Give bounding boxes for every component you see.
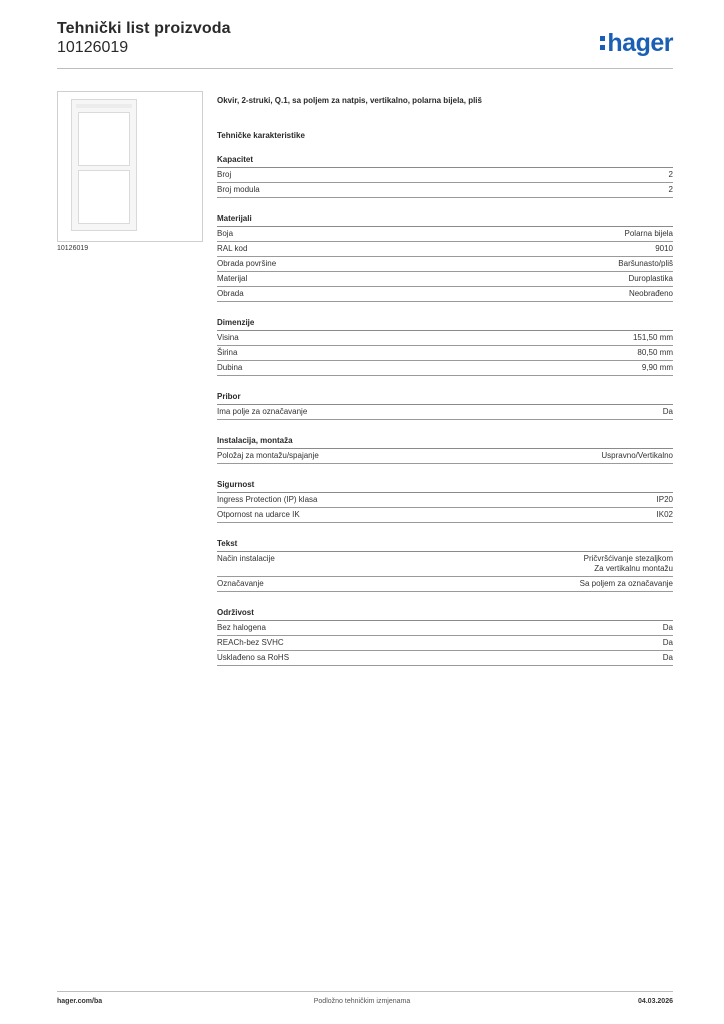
label-strip	[76, 104, 132, 108]
spec-row	[217, 552, 673, 577]
spec-value-line: Za vertikalnu montažu	[594, 564, 673, 573]
product-image-caption: 10126019	[57, 245, 89, 252]
spec-group	[217, 318, 673, 376]
spec-label: Bez halogena	[217, 623, 266, 632]
spec-value-line: Duroplastika	[628, 274, 673, 283]
frame-opening-bottom	[78, 170, 130, 224]
spec-row	[217, 346, 673, 361]
spec-groups	[217, 155, 673, 666]
spec-value-line: Sa poljem za označavanje	[579, 579, 673, 588]
spec-value-line: 80,50 mm	[637, 348, 673, 357]
spec-value-line: Da	[662, 623, 673, 632]
spec-row	[217, 651, 673, 666]
spec-group	[217, 214, 673, 302]
spec-value-line: 9010	[655, 244, 673, 253]
page-header	[57, 20, 673, 68]
spec-value	[669, 170, 673, 180]
spec-group-title: Sigurnost	[217, 480, 673, 493]
spec-row	[217, 257, 673, 272]
spec-label: Obrada	[217, 289, 244, 298]
spec-value	[618, 259, 673, 269]
spec-value-line: Da	[662, 653, 673, 662]
document-number: 10126019	[57, 39, 129, 56]
spec-value-line: Neobrađeno	[628, 289, 673, 298]
spec-value-line: 9,90 mm	[641, 363, 673, 372]
footer-website: hager.com/ba	[57, 998, 103, 1005]
spec-value	[633, 333, 673, 343]
spec-row	[217, 227, 673, 242]
logo-dots-icon	[600, 36, 605, 50]
spec-value-line: 2	[668, 170, 673, 179]
spec-row	[217, 272, 673, 287]
spec-value	[629, 274, 673, 284]
spec-group-title: Pribor	[217, 392, 673, 405]
spec-row	[217, 168, 673, 183]
spec-group	[217, 480, 673, 523]
spec-row	[217, 636, 673, 651]
spec-row	[217, 508, 673, 523]
spec-group-title: Tekst	[217, 539, 673, 552]
spec-label: Ima polje za označavanje	[217, 407, 308, 416]
spec-value	[625, 229, 673, 239]
spec-value	[629, 289, 673, 299]
spec-value-line: IP20	[656, 495, 673, 504]
spec-row	[217, 331, 673, 346]
spec-value	[663, 623, 673, 633]
header-divider	[57, 68, 673, 69]
document-title: Tehnički list proizvoda	[57, 20, 231, 37]
spec-row	[217, 405, 673, 420]
spec-value-line: 2	[668, 185, 673, 194]
spec-value	[663, 638, 673, 648]
footer-note: Podložno tehničkim izmjenama	[313, 998, 411, 1005]
spec-row	[217, 493, 673, 508]
spec-group	[217, 392, 673, 420]
spec-group	[217, 608, 673, 666]
spec-label: Otpornost na udarce IK	[217, 510, 300, 519]
spec-value	[637, 348, 673, 358]
spec-label: Materijal	[217, 274, 248, 283]
spec-value	[663, 407, 673, 417]
product-image	[57, 91, 203, 242]
spec-group-title: Kapacitet	[217, 155, 673, 168]
footer-date: 04.03.2026	[637, 998, 673, 1005]
spec-label: Dubina	[217, 363, 243, 372]
spec-row	[217, 361, 673, 376]
spec-value-line: IK02	[656, 510, 673, 519]
spec-value	[584, 554, 673, 574]
spec-label: Označavanje	[217, 579, 264, 588]
spec-label: Položaj za montažu/spajanje	[217, 451, 319, 460]
spec-label: Način instalacije	[217, 554, 275, 563]
spec-group	[217, 539, 673, 592]
double-frame-illustration	[71, 99, 137, 231]
spec-value	[642, 363, 673, 373]
spec-label: REACh-bez SVHC	[217, 638, 284, 647]
footer-divider	[57, 991, 673, 992]
spec-value-line: Pričvršćivanje stezaljkom	[583, 554, 673, 563]
spec-value	[669, 185, 673, 195]
frame-opening-top	[78, 112, 130, 166]
spec-label: Boja	[217, 229, 234, 238]
spec-row	[217, 577, 673, 592]
spec-value-line: Da	[662, 407, 673, 416]
spec-group	[217, 155, 673, 198]
spec-row	[217, 449, 673, 464]
spec-content	[217, 96, 673, 666]
spec-row	[217, 621, 673, 636]
spec-value-line: Polarna bijela	[624, 229, 673, 238]
spec-group	[217, 436, 673, 464]
spec-row	[217, 183, 673, 198]
spec-label: Širina	[217, 348, 238, 357]
spec-label: Visina	[217, 333, 239, 342]
hager-logo	[600, 30, 673, 56]
spec-label: RAL kod	[217, 244, 248, 253]
spec-group-title: Dimenzije	[217, 318, 673, 331]
spec-group-title: Održivost	[217, 608, 673, 621]
spec-label: Usklađeno sa RoHS	[217, 653, 290, 662]
logo-text: hager	[607, 29, 673, 57]
spec-value-line: Da	[662, 638, 673, 647]
spec-group-title: Materijali	[217, 214, 673, 227]
spec-label: Obrada površine	[217, 259, 277, 268]
spec-value-line: Baršunasto/pliš	[618, 259, 673, 268]
spec-value	[601, 451, 673, 461]
spec-value-line: 151,50 mm	[632, 333, 673, 342]
spec-value-line: Uspravno/Vertikalno	[601, 451, 673, 460]
spec-row	[217, 287, 673, 302]
product-description: Okvir, 2-struki, Q.1, sa poljem za natpis, vertikalno, polarna bijela, pliš	[217, 96, 482, 105]
spec-value	[663, 653, 673, 663]
spec-group-title: Instalacija, montaža	[217, 436, 673, 449]
spec-value	[657, 510, 673, 520]
spec-label: Broj	[217, 170, 232, 179]
spec-value	[580, 579, 673, 589]
spec-value	[655, 244, 673, 254]
spec-value	[657, 495, 673, 505]
section-heading: Tehničke karakteristike	[217, 131, 305, 140]
spec-label: Ingress Protection (IP) klasa	[217, 495, 318, 504]
spec-label: Broj modula	[217, 185, 260, 194]
spec-row	[217, 242, 673, 257]
